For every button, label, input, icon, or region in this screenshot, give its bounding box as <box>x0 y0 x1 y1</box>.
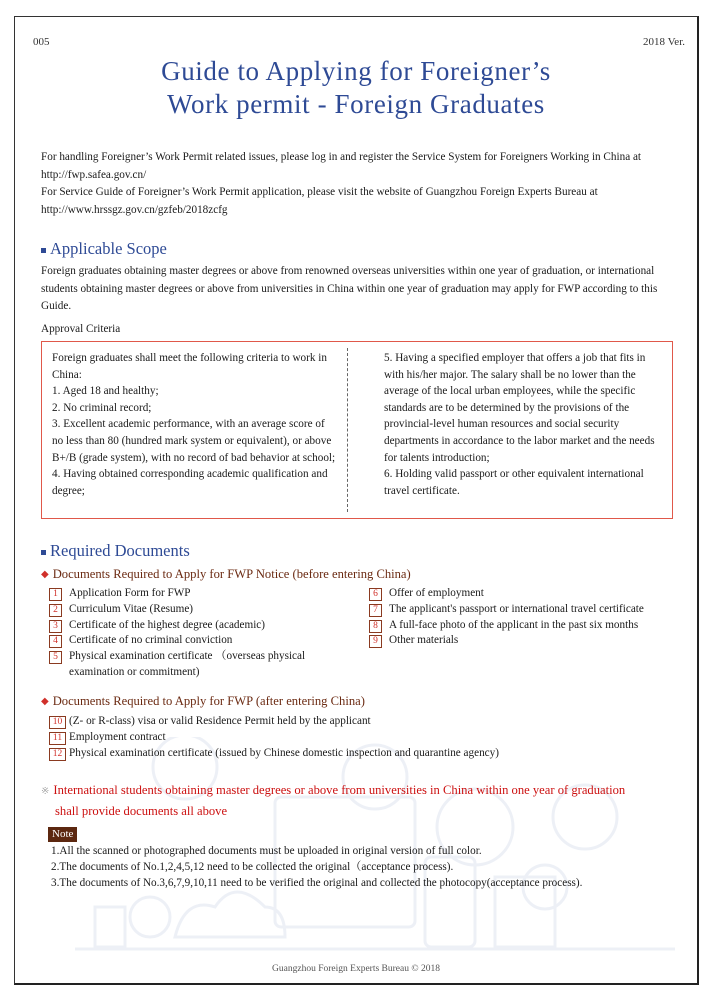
document-label: Certificate of the highest degree (academic) <box>69 618 265 631</box>
warning-line-1: International students obtaining master degrees or above from universities in China within one year of graduation <box>53 783 626 797</box>
note-item: 2.The documents of No.1,2,4,5,12 need to be collected the original（acceptance process). <box>51 861 454 874</box>
document-item <box>369 618 689 634</box>
criteria-item: 2. No criminal record; <box>52 401 152 414</box>
document-label: A full-face photo of the applicant in the past six months <box>389 618 639 631</box>
criteria-left-column <box>52 350 338 499</box>
number-badge: 6 <box>369 588 382 601</box>
document-label: (Z- or R-class) visa or valid Residence Permit held by the applicant <box>69 715 371 727</box>
document-label: Offer of employment <box>389 587 484 599</box>
dashed-divider <box>347 348 348 512</box>
version-label: 2018 Ver. <box>643 36 685 48</box>
number-badge: 1 <box>49 588 62 601</box>
scope-description: Foreign graduates obtaining master degrees or above from renowned overseas universities within one year of graduation, or international students obtaining master degrees or above from universities in China within one year of graduation may apply for FWP according to this Guide. <box>41 265 658 313</box>
document-label: The applicant's passport or international travel certificate <box>389 602 644 615</box>
number-badge: 11 <box>49 732 66 745</box>
document-item <box>49 746 689 762</box>
document-item <box>49 602 339 618</box>
intro-text <box>41 149 681 219</box>
criteria-item: 5. Having a specified employer that offers a job that fits in with his/her major. The salary shall be no lower than the average of the local urban employees, while the specific standards are to be determined by the provisions of the provincial-level human resources and social security departments in accordance to the labor market and the needs for talents introduction; <box>384 352 655 464</box>
criteria-right-column <box>384 350 664 499</box>
document-item <box>49 633 339 649</box>
criteria-item: Foreign graduates shall meet the following criteria to work in China: <box>52 352 327 381</box>
document-label: Certificate of no criminal conviction <box>69 634 233 647</box>
number-badge: 3 <box>49 620 62 633</box>
number-badge: 2 <box>49 604 62 617</box>
note-tag: Note <box>48 827 77 842</box>
document-label: Curriculum Vitae (Resume) <box>69 602 194 615</box>
notes-list <box>51 843 681 892</box>
intro-line-website: For Service Guide of Foreigner’s Work Permit application, please visit the website of Guangzhou Foreign Experts Bureau at http://www.hrssgz.gov.cn/gzfeb/2018zcfg <box>41 186 598 216</box>
diamond-bullet-icon: ◆ <box>41 696 49 707</box>
number-badge: 5 <box>49 651 62 664</box>
section-heading-label: Required Documents <box>50 541 190 560</box>
note-item: 3.The documents of No.3,6,7,9,10,11 need to be verified the original and collected the photocopy(acceptance process). <box>51 877 583 890</box>
subheading-label: Documents Required to Apply for FWP (after entering China) <box>52 694 365 708</box>
number-badge: 9 <box>369 635 382 648</box>
document-label: Other materials <box>389 634 459 647</box>
number-badge: 7 <box>369 604 382 617</box>
international-students-warning <box>41 781 681 820</box>
title-line-1: Guide to Applying for Foreigner’s <box>161 56 551 86</box>
document-item <box>369 633 689 649</box>
number-badge: 4 <box>49 635 62 648</box>
document-item <box>369 602 689 618</box>
section-heading-label: Applicable Scope <box>50 239 167 258</box>
subheading-before-entry <box>41 567 411 582</box>
footer-copyright: Guangzhou Foreign Experts Bureau © 2018 <box>272 964 440 974</box>
section-heading-applicable-scope <box>41 239 167 259</box>
document-item <box>49 649 339 681</box>
document-item <box>49 586 339 602</box>
page-number: 005 <box>33 36 50 48</box>
title-line-2: Work permit - Foreign Graduates <box>167 89 545 119</box>
document-label: Physical examination certificate （overseas physical examination or commitment) <box>69 650 306 678</box>
note-item: 1.All the scanned or photographed documents must be uploaded in original version of full color. <box>51 845 482 857</box>
document-item <box>369 586 689 602</box>
subheading-label: Documents Required to Apply for FWP Notice (before entering China) <box>52 567 411 581</box>
warning-line-2: shall provide documents all above <box>55 803 228 818</box>
document-page <box>14 16 699 985</box>
number-badge: 12 <box>49 748 66 761</box>
criteria-item: 3. Excellent academic performance, with an average score of no less than 80 (hundred mark system or equivalent), or above B+/B (grade system), with no record of bad behavior at school; <box>52 418 336 464</box>
criteria-item: 6. Holding valid passport or other equivalent international travel certificate. <box>384 468 644 497</box>
document-label: Physical examination certificate (issued by Chinese domestic inspection and quarantine agency) <box>69 746 499 759</box>
number-badge: 8 <box>369 620 382 633</box>
square-bullet-icon <box>41 248 46 253</box>
diamond-bullet-icon: ◆ <box>41 569 49 580</box>
criteria-item: 1. Aged 18 and healthy; <box>52 385 159 398</box>
document-item <box>49 730 689 746</box>
documents-after-list <box>49 714 689 761</box>
document-label: Application Form for FWP <box>69 587 191 599</box>
documents-before-right-list <box>369 586 689 649</box>
document-item <box>49 714 689 730</box>
criteria-item: 4. Having obtained corresponding academic qualification and degree; <box>52 468 328 497</box>
number-badge: 10 <box>49 716 66 729</box>
reference-mark-icon: ※ <box>41 786 50 797</box>
subheading-after-entry <box>41 694 365 709</box>
page-title <box>15 55 697 121</box>
section-heading-required-documents <box>41 541 190 561</box>
document-item <box>49 618 339 634</box>
intro-line-system: For handling Foreigner’s Work Permit related issues, please log in and register the Service System for Foreigners Working in China at http://fwp.safea.gov.cn/ <box>41 151 642 181</box>
approval-criteria-box <box>41 341 673 519</box>
documents-before-left-list <box>49 586 339 681</box>
approval-criteria-label: Approval Criteria <box>41 323 121 335</box>
document-label: Employment contract <box>69 730 166 743</box>
square-bullet-icon <box>41 550 46 555</box>
